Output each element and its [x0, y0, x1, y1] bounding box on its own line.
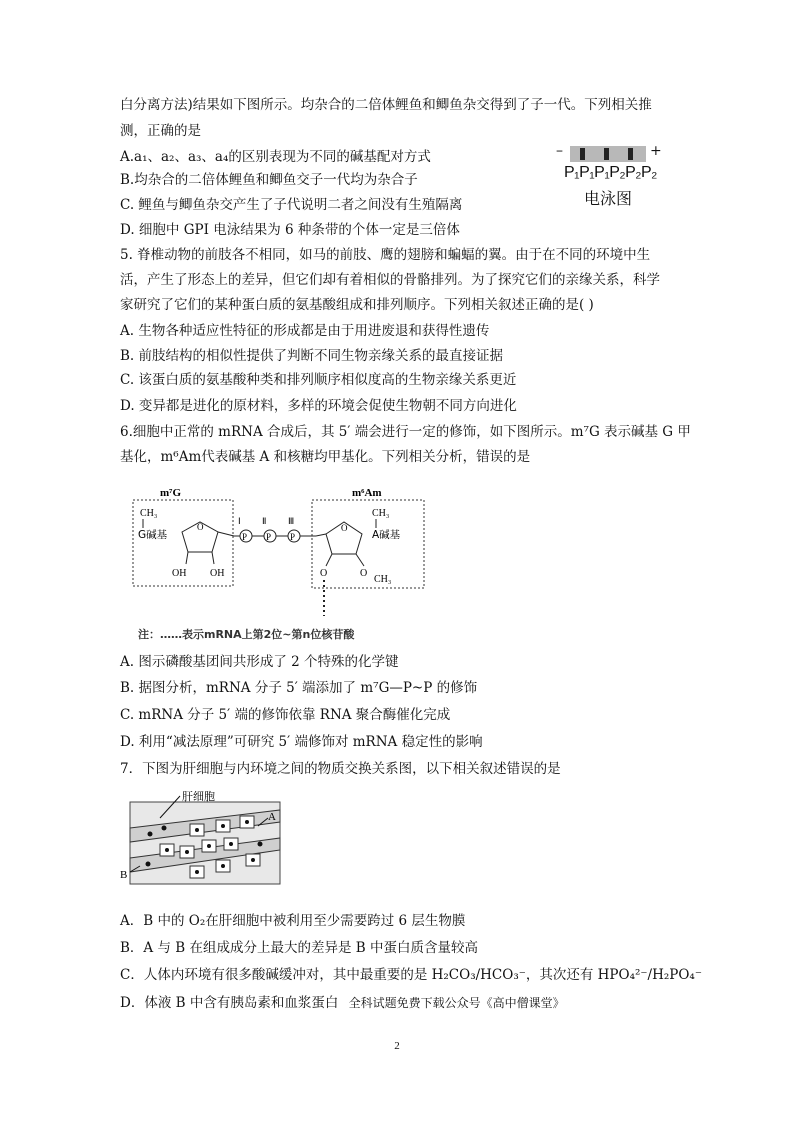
left-ring-o: O	[197, 522, 204, 532]
gel-electrophoresis-figure	[556, 142, 666, 212]
left-oh-bond-2	[212, 552, 214, 564]
q4-option-b: B.均杂合的二倍体鲤鱼和鲫鱼交子一代均为杂合子	[120, 172, 418, 188]
m6am-title: m⁶Am	[352, 487, 382, 499]
gel-band	[580, 148, 585, 160]
label-a: A	[268, 811, 276, 823]
right-o-label: O	[320, 568, 328, 579]
q7-option-b: B．A 与 B 在组成成分上最大的差异是 B 中蛋白质含量较高	[120, 940, 478, 956]
bond-label-2: Ⅱ	[262, 516, 267, 526]
g-base-label: G碱基	[138, 529, 168, 541]
q6-option-b: B. 据图分析，mRNA 分子 5′ 端添加了 m⁷G—P~P 的修饰	[120, 680, 478, 696]
q4-option-d: D. 细胞中 GPI 电泳结果为 6 种条带的个体一定是三倍体	[120, 222, 460, 238]
gel-minus-sign: –	[556, 143, 563, 159]
mrna-cap-diagram	[130, 486, 560, 646]
left-oh-1: OH	[172, 568, 187, 579]
phosphate-label-3: P	[290, 532, 296, 542]
phosphate-label-2: P	[266, 532, 272, 542]
q7-option-a: A．B 中的 O₂在肝细胞中被利用至少需要跨过 6 层生物膜	[120, 913, 466, 929]
right-ring-o: O	[341, 523, 348, 533]
right-o-ch3: CH₃	[374, 574, 392, 585]
bond-label-1: Ⅰ	[238, 516, 241, 526]
q4-intro-line1: 白分离方法)结果如下图所示。均杂合的二倍体鲤鱼和鲫鱼杂交得到了子一代。下列相关推	[120, 97, 652, 113]
label-b: B	[120, 869, 128, 881]
q4-option-c: C. 鲤鱼与鲫鱼杂交产生了子代说明二者之间没有生殖隔离	[120, 197, 463, 213]
liver-cell-label: 肝细胞	[182, 790, 215, 803]
q5-option-c: C. 该蛋白质的氨基酸种类和排列顺序相似度高的生物亲缘关系更近	[120, 372, 517, 388]
left-ribose-link	[218, 532, 234, 536]
q4-option-a: A.a₁、a₂、a₃、a₄的区别表现为不同的碱基配对方式	[120, 149, 431, 165]
m7g-title: m⁷G	[160, 487, 182, 499]
q5-option-a: A. 生物各种适应性特征的形成都是由于用进废退和获得性遗传	[120, 323, 490, 339]
right-o-bond	[326, 554, 332, 566]
q5-stem-line1: 5. 脊椎动物的前肢各不相同，如马的前肢、鹰的翅膀和蝙蝠的翼。由于在不同的环境中生	[120, 247, 651, 263]
q6-option-c: C. mRNA 分子 5′ 端的修饰依靠 RNA 聚合酶催化完成	[120, 707, 451, 723]
q7-option-d-row	[120, 994, 565, 1012]
page-number: 2	[394, 1040, 400, 1052]
left-oh-bond-1	[186, 552, 188, 564]
a-base-label: A碱基	[372, 529, 401, 541]
m7g-ch3-label: CH₃	[140, 508, 158, 519]
q5-option-b: B. 前肢结构的相似性提供了判断不同生物亲缘关系的最直接证据	[120, 348, 504, 364]
gel-plus-sign: +	[650, 143, 662, 159]
q6-option-d: D. 利用“减法原理”可研究 5′ 端修饰对 mRNA 稳定性的影响	[120, 734, 483, 750]
bond-label-3: Ⅲ	[288, 516, 295, 526]
q6-option-a: A. 图示磷酸基团间共形成了 2 个特殊的化学键	[120, 654, 399, 670]
gel-strip	[570, 146, 646, 162]
right-och3-bond	[356, 554, 364, 566]
q7-stem: 7．下图为肝细胞与内环境之间的物质交换关系图，以下相关叙述错误的是	[120, 761, 561, 777]
q7-option-c: C．人体内环境有很多酸碱缓冲对，其中最重要的是 H₂CO₃/HCO₃⁻，其次还有 HPO₄²⁻/H₂PO₄⁻	[120, 967, 702, 983]
gel-band	[604, 148, 609, 160]
diagram-note: 注：……表示mRNA上第2位~第n位核苷酸	[138, 628, 355, 641]
liver-cell-exchange-figure	[120, 788, 290, 894]
m6am-ch3-label: CH₃	[372, 508, 390, 519]
q4-intro-line2: 测，正确的是	[120, 123, 201, 139]
q5-option-d: D. 变异都是进化的原材料，多样的环境会促使生物朝不同方向进化	[120, 398, 517, 414]
phosphate-label-1: P	[242, 532, 248, 542]
gel-lane-labels: P₁P₁P₁P₂P₂P₂	[564, 164, 657, 181]
gel-caption: 电泳图	[584, 189, 633, 208]
q5-stem-line3: 家研究了它们的某种蛋白质的氨基酸组成和排列顺序。下列相关叙述正确的是( )	[120, 297, 594, 313]
gel-band	[628, 148, 633, 160]
q7-option-d: D．体液 B 中含有胰岛素和血浆蛋白	[120, 995, 339, 1011]
q6-stem-line2: 基化，m⁶Am代表碱基 A 和核糖均甲基化。下列相关分析，错误的是	[120, 449, 531, 465]
q5-stem-line2: 活，产生了形态上的差异，但它们却有着相似的骨骼排列。为了探究它们的亲缘关系，科学	[120, 272, 660, 288]
footer-watermark-note: 全科试题免费下载公众号《高中僧课堂》	[348, 996, 565, 1010]
left-oh-2: OH	[210, 568, 225, 579]
q6-stem-line1: 6.细胞中正常的 mRNA 合成后，其 5′ 端会进行一定的修饰，如下图所示。m⁷G 表示碱基 G 甲	[120, 424, 691, 440]
right-o-ch3-o: O	[360, 568, 368, 579]
